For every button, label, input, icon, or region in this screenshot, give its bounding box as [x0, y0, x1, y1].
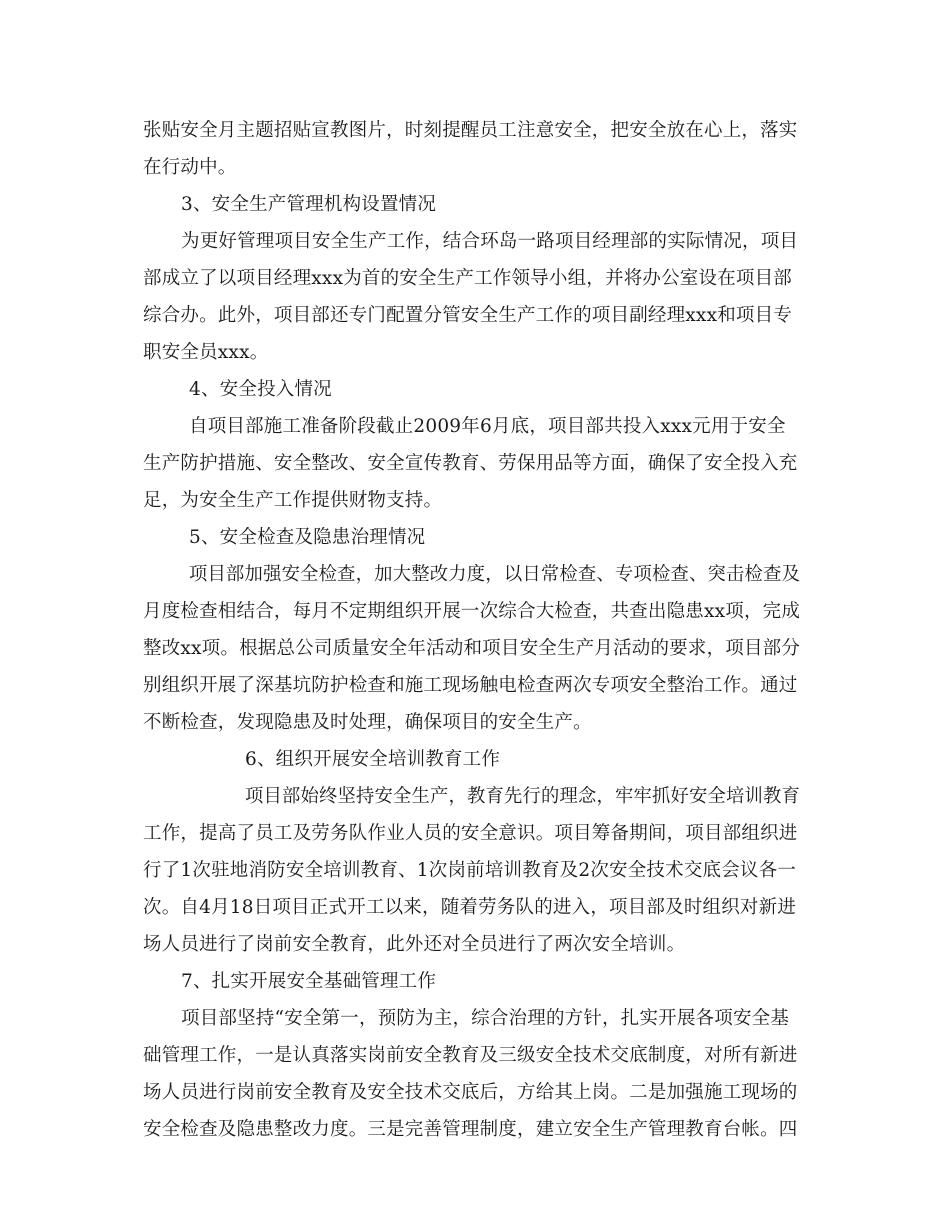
body-text-line: 础管理工作，一是认真落实岗前安全教育及三级安全技术交底制度，对所有新进 [143, 1045, 798, 1066]
body-text-line: 职安全员xxx。 [143, 342, 269, 363]
body-text-line: 部成立了以项目经理xxx为首的安全生产工作领导小组，并将办公室设在项目部 [143, 268, 793, 289]
body-text-line: 足，为安全生产工作提供财物支持。 [143, 490, 443, 511]
body-text-line: 整改xx项。根据总公司质量安全年活动和项目安全生产月活动的要求，项目部分 [143, 638, 801, 659]
section-heading: 6、组织开展安全培训教育工作 [245, 749, 501, 770]
body-text-line: 自项目部施工准备阶段截止2009年6月底，项目部共投入xxx元用于安全 [189, 416, 786, 437]
body-text-line: 为更好管理项目安全生产工作，结合环岛一路项目经理部的实际情况，项目 [181, 231, 799, 252]
body-text-line: 行了1次驻地消防安全培训教育、1次岗前培训教育及2次安全技术交底会议各一 [143, 860, 797, 881]
body-text-line: 项目部始终坚持安全生产，教育先行的理念，牢牢抓好安全培训教育 [245, 786, 801, 807]
body-text-line: 别组织开展了深基坑防护检查和施工现场触电检查两次专项安全整治工作。通过 [143, 675, 798, 696]
body-text-line: 综合办。此外，项目部还专门配置分管安全生产工作的项目副经理xxx和项目专 [143, 305, 793, 326]
body-text-line: 项目部坚持“安全第一，预防为主，综合治理的方针，扎实开展各项安全基 [181, 1008, 790, 1029]
body-text-line: 安全检查及隐患整改力度。三是完善管理制度，建立安全生产管理教育台帐。四 [143, 1119, 798, 1140]
body-text-line: 不断检查，发现隐患及时处理，确保项目的安全生产。 [143, 712, 592, 733]
body-text-line: 项目部加强安全检查，加大整改力度，以日常检查、专项检查、突击检查及 [189, 564, 801, 585]
section-heading: 5、安全检查及隐患治理情况 [189, 527, 426, 548]
body-text-line: 场人员进行了岗前安全教育，此外还对全员进行了两次安全培训。 [143, 934, 686, 955]
body-text-line: 月度检查相结合，每月不定期组织开展一次综合大检查，共查出隐患xx项，完成 [143, 601, 801, 622]
body-text-line: 次。自4月18日项目正式开工以来，随着劳务队的进入，项目部及时组织对新进 [143, 897, 797, 918]
section-heading: 3、安全生产管理机构设置情况 [181, 194, 437, 215]
body-text-line: 张贴安全月主题招贴宣教图片，时刻提醒员工注意安全，把安全放在心上，落实 [143, 120, 798, 141]
body-text-line: 生产防护措施、安全整改、安全宣传教育、劳保用品等方面，确保了安全投入充 [143, 453, 798, 474]
section-heading: 7、扎实开展安全基础管理工作 [181, 971, 437, 992]
body-text-line: 工作，提高了员工及劳务队作业人员的安全意识。项目筹备期间，项目部组织进 [143, 823, 798, 844]
body-text-line: 场人员进行岗前安全教育及安全技术交底后，方给其上岗。二是加强施工现场的 [143, 1082, 798, 1103]
body-text-line: 在行动中。 [143, 157, 237, 178]
section-heading: 4、安全投入情况 [189, 379, 332, 400]
